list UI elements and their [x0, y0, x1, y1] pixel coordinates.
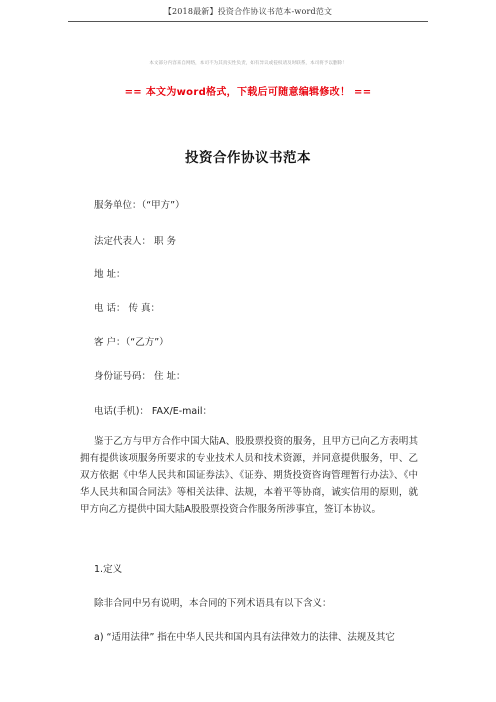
field-legal-representative: 法定代表人： 职 务 — [94, 236, 177, 247]
field-address: 地 址： — [94, 269, 126, 280]
field-phone-fax: 电 话： 传 真： — [94, 303, 161, 314]
field-id-number: 身份证号码： 住 址： — [94, 371, 186, 382]
clause-a-text: a) “适用法律” 指在中华人民共和国内具有法律效力的法律、法规及其它 — [94, 632, 395, 643]
section-intro-text: 除非合同中另有说明，本合同的下列术语具有以下含义： — [94, 598, 332, 609]
word-format-notice: == 本文为word格式，下载后可随意编辑修改！ == — [124, 87, 372, 98]
field-service-unit: 服务单位：（“甲方”） — [94, 200, 185, 211]
page-header-title: 【2018最新】投资合作协议书范本-word范文 — [163, 7, 333, 16]
disclaimer-text: 本文部分内容来自网络，本司不为其真实性负责，如有异议或侵权请及时联系，本司将予以删除！ — [149, 61, 347, 66]
intro-paragraph: 鉴于乙方与甲方合作中国大陆A、股股票投资的服务，且甲方已向乙方表明其拥有提供该项服务所要求的专业技术人员和技术资源，并同意提供服务，甲、乙双方依据《中华人民共和国证券法》、《证券、期货投资咨询管理暂行办法》、《中华人民共和国合同法》等相关法律、法规，本着平等协商，诚实信用的原则，就甲方向乙方提供中国大陆A股股票投资合作服务所涉事宜，签订本协议。 — [80, 436, 418, 515]
field-client: 客 户：（“乙方”） — [94, 337, 169, 348]
header-divider — [68, 21, 428, 22]
section-heading-definitions: 1.定义 — [94, 564, 123, 575]
document-title: 投资合作协议书范本 — [185, 150, 311, 166]
field-mobile-fax-email: 电话(手机)： FAX/E-mail： — [94, 406, 213, 417]
